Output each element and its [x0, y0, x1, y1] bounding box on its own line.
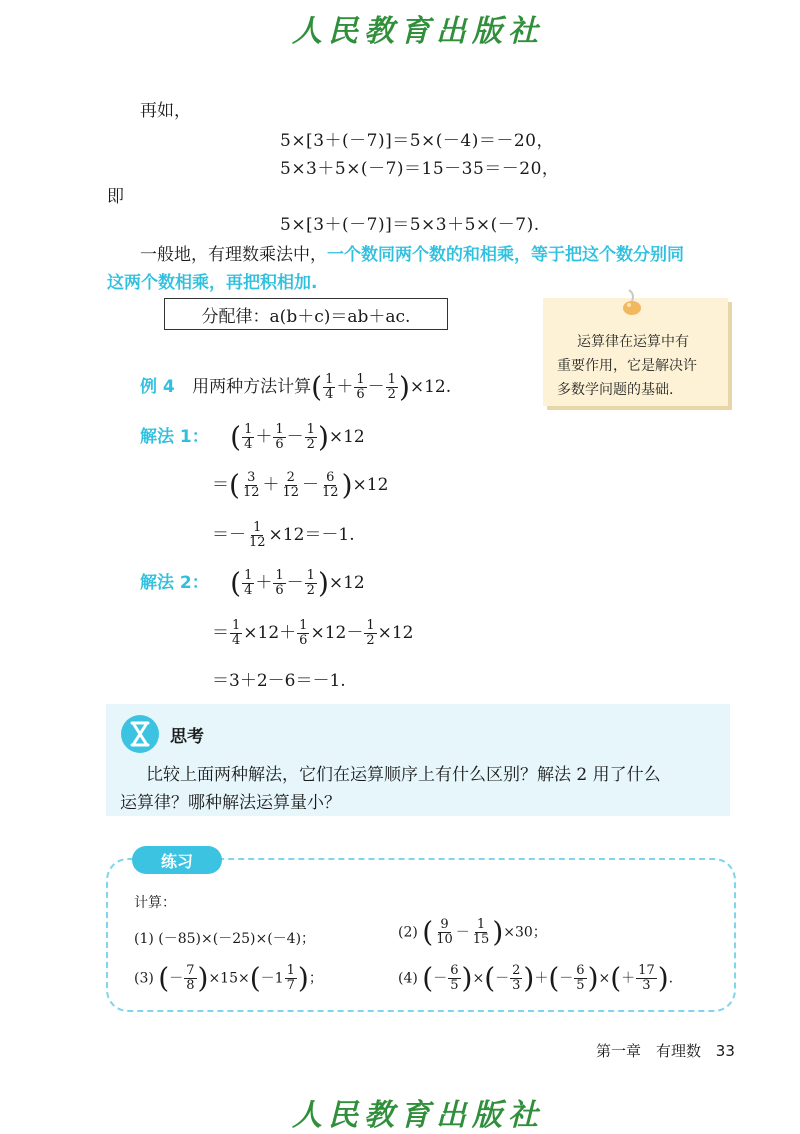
side-note — [543, 298, 728, 406]
practice-item-2: (2) ( $\frac{9}{10}$ － $\frac{1}{15}$ )×30； — [398, 915, 547, 949]
distributive-law-box — [164, 298, 448, 330]
think-box — [106, 704, 730, 816]
pin-icon — [615, 286, 649, 320]
intro-zairu: 再如， — [140, 101, 191, 121]
example-4: 例 4 用两种方法计算( $\frac{1}{4}$ ＋ $\frac{1}{6}$ － $\frac{1}{2}$ )×12. — [140, 370, 452, 404]
method-2-label: 解法 2： — [140, 573, 209, 593]
publisher-logo-header: 人民教育出版社 — [292, 14, 544, 49]
practice-item-3: (3) (－ $\frac{7}{8}$ )×15×(－1 $\frac{1}{7}$ )； — [134, 961, 323, 995]
equation-3: 5×[3＋(－7)]＝5×3＋5×(－7). — [280, 215, 540, 235]
think-title: 思考 — [170, 727, 204, 747]
method-1-line2: ＝( $\frac{3}{12}$ ＋ $\frac{2}{12}$ － $\frac{6}{12}$ )×12 — [212, 468, 389, 502]
practice-item-4: (4) (－ $\frac{6}{5}$ )×(－ $\frac{2}{3}$ )＋(－ $\frac{6}{5}$ )×(＋ $\frac{17}{3}$ ). — [398, 961, 674, 995]
hourglass-icon — [120, 714, 160, 754]
fraction: $\frac{1}{2}$ — [387, 372, 396, 402]
general-prefix: 一般地，有理数乘法中， — [140, 245, 327, 265]
method-1-label: 解法 1： — [140, 427, 209, 447]
general-highlight-2: 这两个数相乘，再把积相加. — [107, 273, 318, 293]
page-number: 33 — [715, 1042, 735, 1060]
fraction: $\frac{1}{4}$ — [325, 372, 334, 402]
method-2-line2: ＝ $\frac{1}{4}$ ×12＋ $\frac{1}{6}$ ×12－ $\frac{1}{2}$ ×12 — [212, 618, 414, 648]
example-text: 用两种方法计算 — [192, 377, 312, 397]
publisher-logo-footer: 人民教育出版社 — [292, 1098, 544, 1133]
practice-tab: 练习 — [132, 846, 222, 874]
side-note-line3: 多数学问题的基础. — [557, 382, 674, 398]
equation-2: 5×3＋5×(－7)＝15－35＝－20， — [280, 159, 560, 179]
practice-intro: 计算： — [134, 895, 176, 911]
general-highlight-1: 一个数同两个数的和相乘，等于把这个数分别同 — [327, 245, 684, 265]
general-statement-line1 — [140, 240, 684, 265]
chapter-label: 第一章 有理数 — [596, 1042, 702, 1060]
equation-1: 5×[3＋(－7)]＝5×(－4)＝－20， — [280, 131, 554, 151]
practice-item-1: (1) (－85)×(－25)×(－4)； — [134, 931, 316, 947]
intro-ji: 即 — [107, 187, 124, 207]
method-1-line3: ＝－ $\frac{1}{12}$ ×12＝－1. — [212, 520, 355, 550]
distributive-law-text: 分配律：a(b＋c)＝ab＋ac. — [201, 306, 411, 327]
side-note-line1: 运算律在运算中有 — [577, 334, 689, 350]
example-label: 例 4 — [140, 377, 175, 397]
think-line1: 比较上面两种解法，它们在运算顺序上有什么区别？解法 2 用了什么 — [146, 765, 661, 785]
footer-chapter — [596, 1040, 735, 1061]
side-note-line2: 重要作用，它是解决许 — [557, 358, 697, 374]
fraction: $\frac{1}{6}$ — [356, 372, 365, 402]
think-line2: 运算律？哪种解法运算量小？ — [120, 793, 341, 813]
method-2-line3: ＝3＋2－6＝－1. — [212, 671, 346, 691]
method-1-line1: 解法 1： ( $\frac{1}{4}$ ＋ $\frac{1}{6}$ － $\frac{1}{2}$ )×12 — [140, 420, 365, 454]
method-2-line1: 解法 2： ( $\frac{1}{4}$ ＋ $\frac{1}{6}$ － $\frac{1}{2}$ )×12 — [140, 566, 365, 600]
